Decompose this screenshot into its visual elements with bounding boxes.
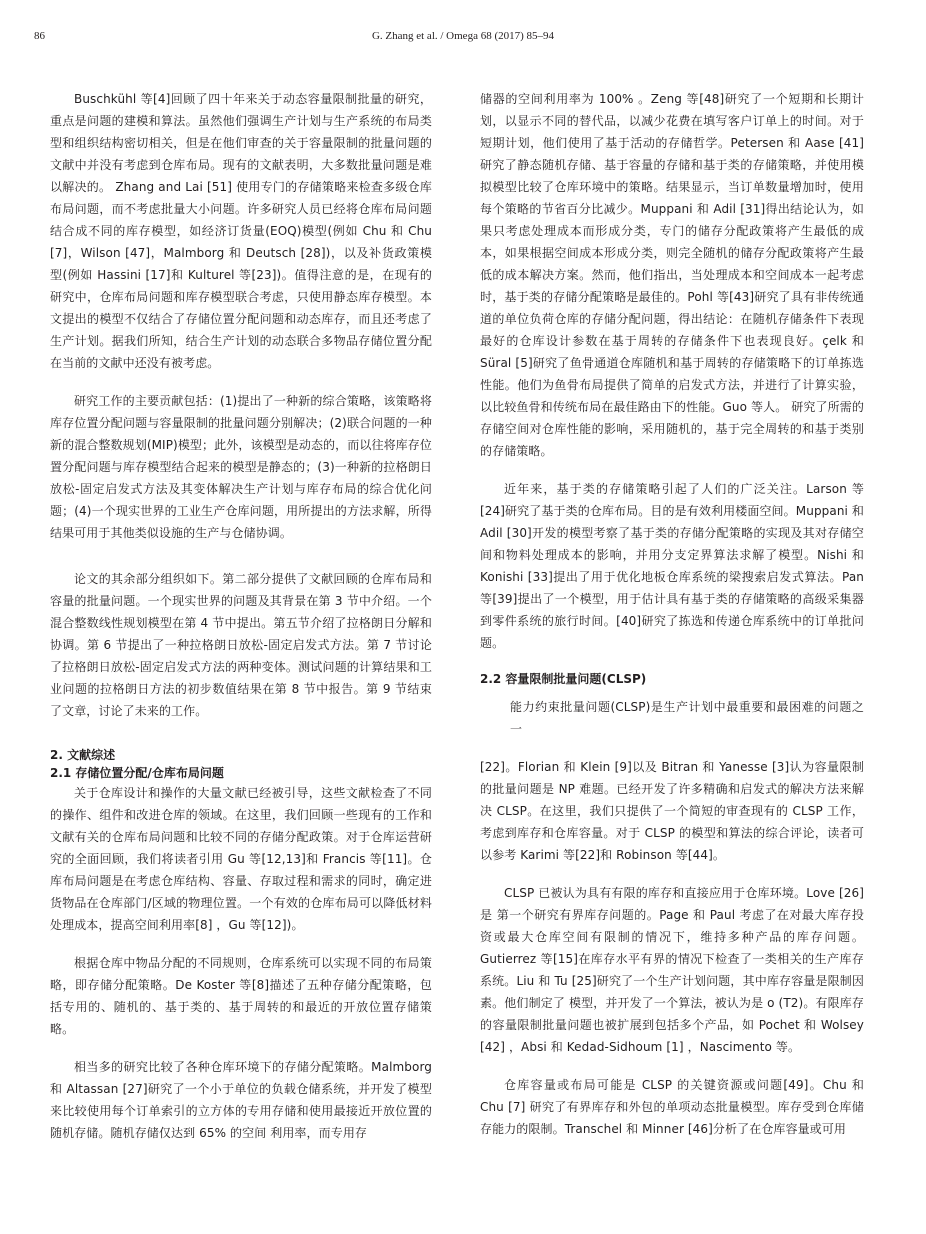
storage-policy-paragraph: 根据仓库中物品分配的不同规则，仓库系统可以实现不同的布局策略，即存储分配策略。De Koster 等[8]描述了五种存储分配策略，包括专用的、随机的、基于类的、基于周转的和最近的开放位置存储策略。 bbox=[50, 956, 432, 1036]
subsection-heading-2-2: 2.2 容量限制批量问题(CLSP) bbox=[480, 672, 647, 686]
page-number: 86 bbox=[34, 30, 45, 42]
clsp-review-paragraph: [22]。Florian 和 Klein [9]以及 Bitran 和 Yanesse [3]认为容量限制的批量问题是 NP 难题。已经开发了许多精确和启发式的解决方法来解决 CLSP。在这里，我们只提供了一个简短的审查现有的 CLSP 工作，考虑到库存和仓库容量。对于 CLSP 的模型和算法的综合评论，读者可以参考 Karimi 等[22]和 Robinson 等[44]。 bbox=[480, 760, 864, 862]
warehouse-capacity-paragraph: 仓库容量或布局可能是 CLSP 的关键资源或问题[49]。Chu 和 Chu [7] 研究了有界库存和外包的单项动态批量模型。库存受到仓库储存能力的限制。Transchel 和 Minner [46]分析了在仓库容量或可用 bbox=[480, 1078, 864, 1136]
running-head: G. Zhang et al. / Omega 68 (2017) 85–94 bbox=[371, 30, 555, 42]
left-column bbox=[50, 88, 432, 1160]
right-column bbox=[480, 88, 864, 1156]
warehouse-review-paragraph: 关于仓库设计和操作的大量文献已经被引导，这些文献检查了不同的操作、组件和改进仓库的领域。在这里，我们回顾一些现有的工作和文献有关的仓库布局问题和比较不同的存储分配政策。对于仓库运营研究的全面回顾，我们将读者引用 Gu 等[12,13]和 Francis 等[11]。仓库布局问题是在考虑仓库结构、容量、存取过程和需求的同时，确定进货物品在仓库部门/区域的物理位置。一个有效的仓库布局可以降低材料处理成本，提高空间利用率[8] ，Gu 等[12])。 bbox=[50, 786, 432, 932]
clsp-intro-line: 能力约束批量问题(CLSP)是生产计划中最重要和最困难的问题之一 bbox=[510, 700, 864, 736]
section-heading-2: 2. 文献综述 bbox=[50, 748, 116, 762]
class-based-paragraph: 近年来，基于类的存储策略引起了人们的广泛关注。Larson 等[24]研究了基于类的仓库布局。目的是有效利用楼面空间。Muppani 和 Adil [30]开发的模型考察了基于类的存储分配策略的实现及其对存储空间和物料处理成本的影响，并用分支定界算法求解了模型。Nishi 和 Konishi [33]提出了用于优化地板仓库系统的梁搜索启发式算法。Pan 等[39]提出了一个模型，用于估计具有基于类的存储策略的高级采集器到零件系统的旅行时间。[40]研究了拣选和传递仓库系统中的订单批问题。 bbox=[480, 482, 864, 650]
comparison-paragraph: 相当多的研究比较了各种仓库环境下的存储分配策略。Malmborg 和 Altassan [27]研究了一个小于单位的负载仓储系统，并开发了模型来比较使用每个订单索引的立方体的专用存储和使用最接近开放位置的随机存储。随机存储仅达到 65% 的空间 利用率，而专用存 bbox=[50, 1060, 432, 1140]
organization-paragraph: 论文的其余部分组织如下。第二部分提供了文献回顾的仓库布局和容量的批量问题。一个现实世界的问题及其背景在第 3 节中介绍。一个混合整数线性规划模型在第 4 节中提出。第五节介绍了拉格朗日分解和协调。第 6 节提出了一种拉格朗日放松-固定启发式方法。第 7 节讨论了拉格朗日放松-固定启发式方法的两种变体。测试问题的计算结果和工业问题的拉格朗日方法的初步数值结果在第 8 节中报告。第 9 节结束了文章，讨论了未来的工作。 bbox=[50, 572, 432, 718]
contributions-paragraph: 研究工作的主要贡献包括：(1)提出了一种新的综合策略，该策略将库存位置分配问题与容量限制的批量问题分别解决；(2)联合问题的一种新的混合整数规划(MIP)模型；此外，该模型是动态的，而以往将库存位置分配问题与库存模型结合起来的模型是静态的；(3)一种新的拉格朗日放松-固定启发式方法及其变体解决生产计划与库存布局的综合优化问题；(4)一个现实世界的工业生产仓库问题，用所提出的方法求解，所得结果可用于其他类似设施的生产与仓储协调。 bbox=[50, 394, 432, 540]
bounded-inventory-paragraph: CLSP 已被认为具有有限的库存和直接应用于仓库环境。Love [26] 是 第一个研究有界库存问题的。Page 和 Paul 考虑了在对最大库存投资或最大仓库空间有限制的情况下，维持多种产品的库存问题。Gutierrez 等[15]在库存水平有界的情况下检查了一类相关的生产库存系统。Liu 和 Tu [25]研究了一个生产计划问题，其中库存容量是限制因素。他们制定了 模型，并开发了一个算法，被认为是 o (T2)。有限库存的容量限制批量问题也被扩展到包括多个产品，如 Pochet 和 Wolsey [42] ，Absi 和 Kedad-Sidhoum [1] ，Nascimento 等。 bbox=[480, 886, 864, 1054]
continued-paragraph: 储器的空间利用率为 100% 。Zeng 等[48]研究了一个短期和长期计划，以显示不同的替代品，以减少花费在填写客户订单上的时间。对于短期计划，他们使用了基于活动的存储哲学。Petersen 和 Aase [41]研究了静态随机存储、基于容量的存储和基于类的存储策略，并使用模拟模型比较了仓库环境中的策略。结果显示，当订单数量增加时，使用每个策略的节省百分比减少。Muppani 和 Adil [31]得出结论认为，如果只考虑处理成本而形成分类，专门的储存分配政策将产生最低的成本，如果根据空间成本形成分类，则完全随机的储存分配政策将产生最低的成本解决方案。然而，他们指出，当处理成本和空间成本一起考虑时，基于类的存储分配策略是最佳的。Pohl 等[43]研究了具有非传统通道的单位负荷仓库的存储分配问题，得出结论：在随机存储条件下表现最好的仓库设计参数在基于周转的存储条件下也表现良好。çelk 和 Süral [5]研究了鱼骨通道仓库随机和基于周转的存储策略下的订单拣选性能。他们为鱼骨布局提供了简单的启发式方法，并进行了计算实验，以比较鱼骨和传统布局在最佳路由下的性能。Guo 等人。 研究了所需的存储空间对仓库性能的影响，采用随机的，基于完全周转的和基于类别的存储策略。 bbox=[480, 92, 864, 458]
page-header bbox=[0, 0, 926, 60]
intro-paragraph-1: Buschkühl 等[4]回顾了四十年来关于动态容量限制批量的研究，重点是问题的建模和算法。虽然他们强调生产计划与生产系统的布局类型和组织结构密切相关，但是在他们审查的关于容量限制的批量问题的文献中并没有考虑到仓库布局。现有的文献表明，大多数批量问题是难以解决的。 Zhang and Lai [51] 使用专门的存储策略来检查多级仓库布局问题，而不考虑批量大小问题。许多研究人员已经将仓库布局问题结合成不同的库存模型，如经济订货量(EOQ)模型(例如 Chu 和 Chu [7]，Wilson [47]，Malmborg 和 Deutsch [28])，以及补货政策模型(例如 Hassini [17]和 Kulturel 等[23])。值得注意的是，在现有的研究中，仓库布局问题和库存模型联合考虑，只使用静态库存模型。本文提出的模型不仅结合了存储位置分配问题和动态库存，而且还考虑了生产计划。据我们所知，结合生产计划的动态联合多物品存储位置分配在当前的文献中还没有被考虑。 bbox=[50, 92, 432, 370]
subsection-heading-2-1: 2.1 存储位置分配/仓库布局问题 bbox=[50, 766, 224, 780]
